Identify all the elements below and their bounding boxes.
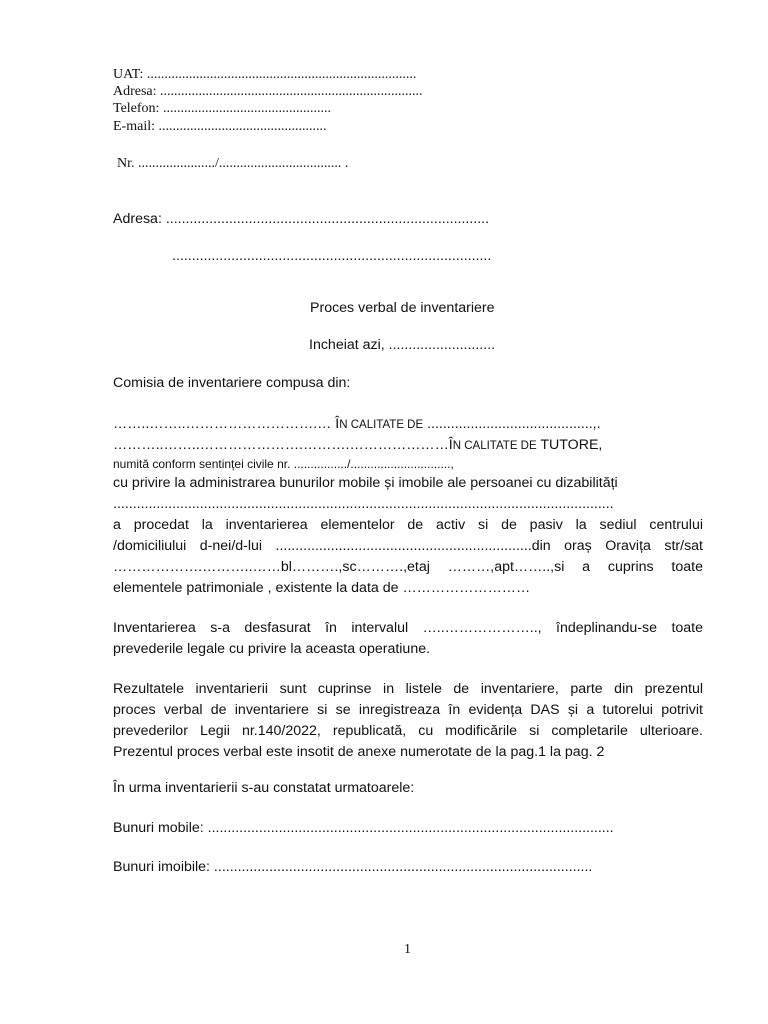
committee-member-2	[113, 435, 602, 457]
paragraph-1-line-4: /domiciliului d-nei/d-lui .................................................................din oraș Oravița str/sat	[113, 538, 703, 554]
adresa-field: Adresa: ...........................................................................	[113, 84, 423, 99]
paragraph-1-line-6: elementele patrimoniale , existente la data de ………………………	[113, 580, 531, 596]
paragraph-1-line-1: cu privire la administrarea bunurilor mobile și imobile ale persoanei cu dizabilități	[113, 475, 618, 491]
sentinta-line: numită conform sentinței civile nr. ................/..............................,	[113, 457, 454, 471]
findings-intro: În urma inventarierii s-au constatat urmatoarele:	[113, 780, 415, 796]
paragraph-1-line-2: ...............................................................................................................................	[113, 496, 614, 512]
paragraph-3-line-1: Rezultatele inventarierii sunt cuprinse in listele de inventariere, parte din prezentul	[113, 681, 703, 697]
bunuri-imobile-line: Bunuri imoibile: ................................................................................................	[113, 859, 593, 875]
member-1-role: N CALITATE DE	[339, 419, 424, 431]
paragraph-2-line-2: prevederile legale cu privire la aceasta operatiune.	[113, 641, 431, 657]
address-line-1: Adresa: ..................................................................................	[113, 211, 490, 227]
address-line-2: .................................................................................	[172, 248, 492, 264]
paragraph-3-line-2: proces verbal de inventariere si se inregistreaza în evidența DAS și a tutorelui potrivit	[113, 702, 703, 718]
paragraph-2-line-1: Inventarierea s-a desfasurat în intervalul …..……………….., îndeplinandu-se toate	[113, 620, 703, 636]
bunuri-mobile-line: Bunuri mobile: .......................................................................................................	[113, 820, 614, 836]
email-field: E-mail: ................................................	[113, 119, 327, 134]
committee-intro: Comisia de inventariere compusa din:	[113, 375, 351, 391]
page-number: 1	[404, 942, 411, 957]
paragraph-1-line-5: ……………….………..……bl……….,sc……….,etaj ………,apt……..,si a cuprins toate	[113, 559, 703, 575]
paragraph-3-line-3: prevederilor Legii nr.140/2022, republicată, cu modificările si completarile ulterioare.	[113, 723, 703, 739]
member-1-tail: ..........................................,.	[423, 416, 601, 432]
member-2-role-initial: Î	[448, 437, 453, 453]
document-title: Proces verbal de inventariere	[310, 300, 495, 316]
paragraph-3-line-4: Prezentul proces verbal este insotit de anexe numerotate de la pag.1 la pag. 2	[113, 744, 605, 760]
member-1-role-initial: Î	[335, 416, 340, 432]
member-2-tail: TUTORE,	[536, 437, 603, 453]
member-1-dots: ……..……..……………………….…	[113, 416, 336, 432]
member-2-role: N CALITATE DE	[452, 440, 537, 452]
telefon-field: Telefon: ................................................	[113, 101, 331, 116]
registration-number: Nr. ....................../................................... .	[117, 156, 349, 171]
paragraph-1-line-3: a procedat la inventarierea elementelor de activ si de pasiv la sediul centrului	[113, 517, 703, 533]
committee-member-1	[113, 414, 601, 436]
date-line: Incheiat azi, ...........................	[309, 337, 496, 353]
uat-field: UAT: .............................................................................	[113, 67, 417, 82]
member-2-dots: ………..……..………………….……….…………………	[113, 437, 449, 453]
